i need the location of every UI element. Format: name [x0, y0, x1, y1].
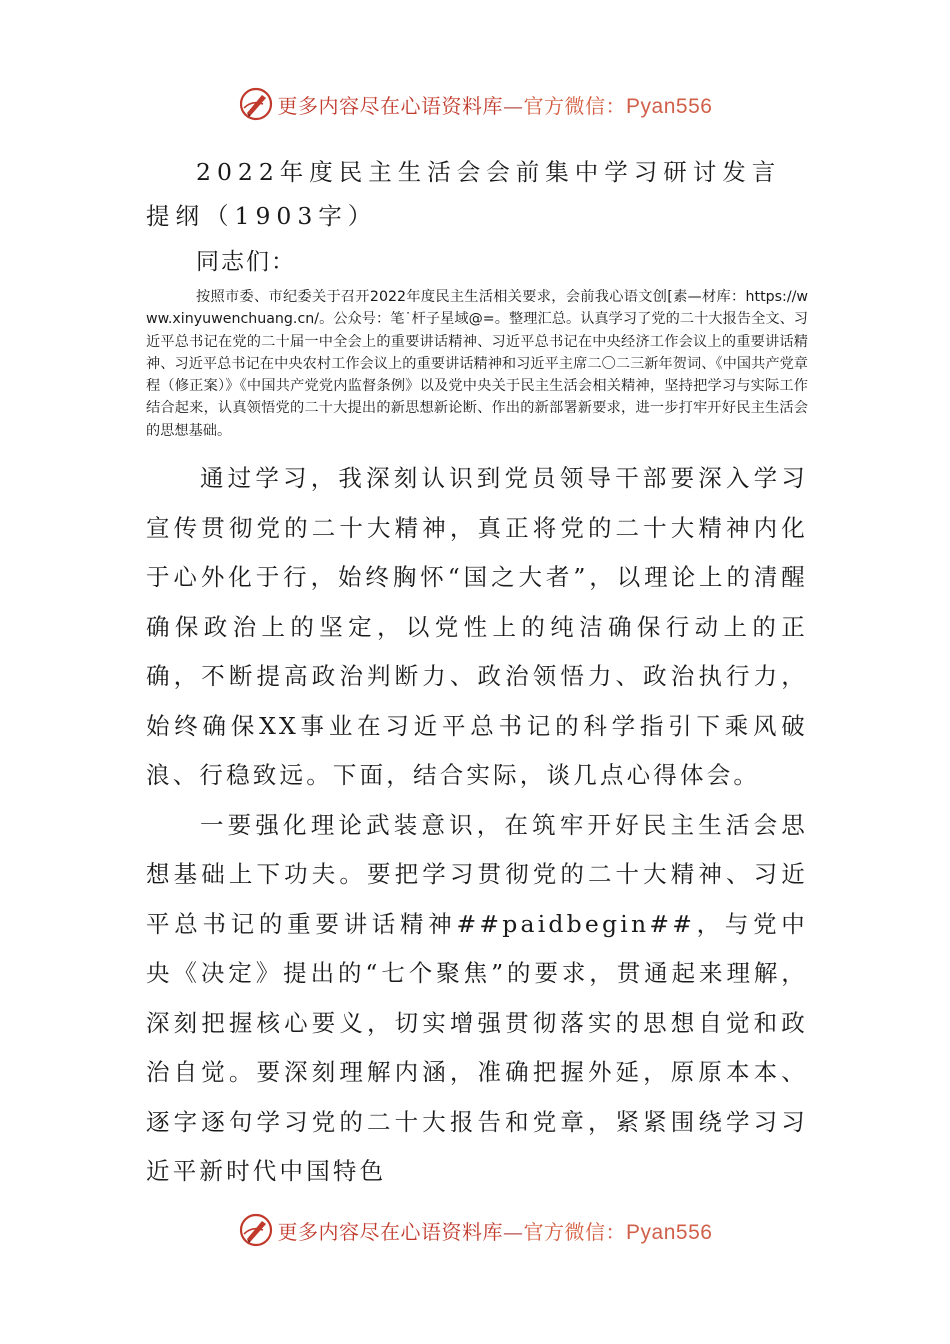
body-paragraph-2: 一要强化理论武装意识，在筑牢开好民主生活会思想基础上下功夫。要把学习贯彻党的二十大精神、习近平总书记的重要讲话精神##paidbegin##，与党中央《决定》提出的“七个聚焦”的要求，贯通起来理解，深刻把握核心要义，切实增强贯彻落实的思想自觉和政治自觉。要深刻理解内涵，准确把握外延，原原本本、逐字逐句学习党的二十大报告和党章，紧紧围绕学习习近平新时代中国特色 [146, 810, 808, 1186]
intro-paragraph: 按照市委、市纪委关于召开2022年度民主生活相关要求，会前我心语文创[素—材库：https://www.xinyuwenchuang.cn/。公众号：笔˙杆子星域@=。整理汇总。认真学习了党的二十大报告全文、习近平总书记在党的二十届一中全会上的重要讲话精神、习近平总书记在中央经济工作会议上的重要讲话精神、习近平总书记在中央农村工作会议上的重要讲话精神和习近平主席二〇二三新年贺词、《中国共产党章程（修正案）》《中国共产党党内监督条例》以及党中央关于民主生活会相关精神，坚持把学习与实际工作结合起来，认真领悟党的二十大提出的新思想新论断、作出的新部署新要求，进一步打牢开好民主生活会的思想基础。 [146, 289, 808, 439]
banner-text [278, 1216, 713, 1245]
pen-logo-icon [238, 1212, 274, 1248]
banner-text [278, 90, 713, 119]
document-title: 2022年度民主生活会会前集中学习研讨发言提纲（1903字） [146, 158, 782, 230]
document-body [146, 150, 808, 1197]
banner-main-text: 更多内容尽在心语资料库 [277, 1219, 504, 1244]
banner-dash: — [503, 93, 524, 118]
banner-wechat-label: 官方微信： [523, 1219, 627, 1244]
footer-watermark-banner [0, 1210, 950, 1250]
banner-main-text: 更多内容尽在心语资料库 [277, 93, 504, 118]
banner-account: Pyan556 [626, 1220, 713, 1244]
body-paragraph-1: 通过学习，我深刻认识到党员领导干部要深入学习宣传贯彻党的二十大精神，真正将党的二十大精神内化于心外化于行，始终胸怀“国之大者”，以理论上的清醒确保政治上的坚定，以党性上的纯洁确保行动上的正确，不断提高政治判断力、政治领悟力、政治执行力，始终确保XX事业在习近平总书记的科学指引下乘风破浪、行稳致远。下面，结合实际，谈几点心得体会。 [146, 464, 808, 790]
pen-logo-icon [238, 86, 274, 122]
banner-dash: — [503, 1219, 524, 1244]
header-watermark-banner [0, 84, 950, 124]
banner-account: Pyan556 [626, 94, 713, 118]
salutation: 同志们： [196, 249, 296, 275]
banner-wechat-label: 官方微信： [523, 93, 627, 118]
